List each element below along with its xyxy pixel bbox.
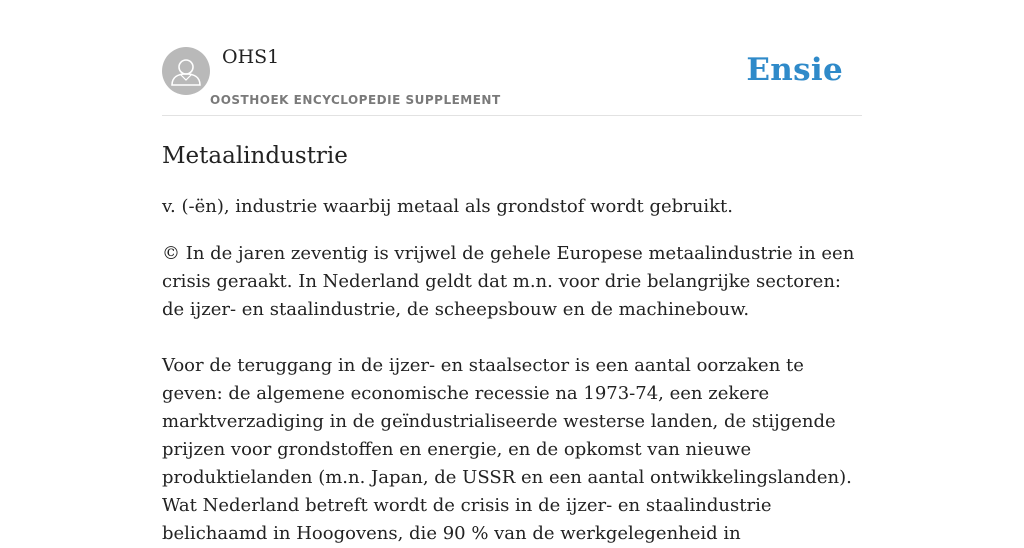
brand-logo[interactable]: Ensie <box>746 52 843 88</box>
article-definition: v. (-ën), industrie waarbij metaal als grondstof wordt gebruikt. <box>162 196 733 217</box>
source-header <box>162 0 862 116</box>
article-paragraph-2: Voor de teruggang in de ijzer- en staalsector is een aantal oorzaken te geven: de algemene economische recessie na 1973-74, een zekere marktverzadiging in de geïndustrialiseerde westerse landen, de stijgende prijzen voor grondstoffen en energie, en de opkomst van nieuwe produktielanden (m.n. Japan, de USSR en een aantal ontwikkelingslanden). Wat Nederland betreft wordt de crisis in de ijzer- en staalindustrie belichaamd in Hoogovens, die 90 % van de werkgelegenheid in <box>162 355 852 544</box>
source-subtitle: OOSTHOEK ENCYCLOPEDIE SUPPLEMENT <box>210 93 501 107</box>
article-paragraph-1: © In de jaren zeventig is vrijwel de gehele Europese metaalindustrie in een crisis geraakt. In Nederland geldt dat m.n. voor drie belangrijke sectoren: de ijzer- en staalindustrie, de scheepsbouw en de machinebouw. <box>162 243 855 320</box>
user-icon <box>162 47 210 95</box>
source-avatar[interactable] <box>162 47 210 95</box>
source-name-link[interactable]: OHS1 <box>222 46 280 68</box>
article-page <box>162 0 862 548</box>
article-title: Metaalindustrie <box>162 143 348 169</box>
